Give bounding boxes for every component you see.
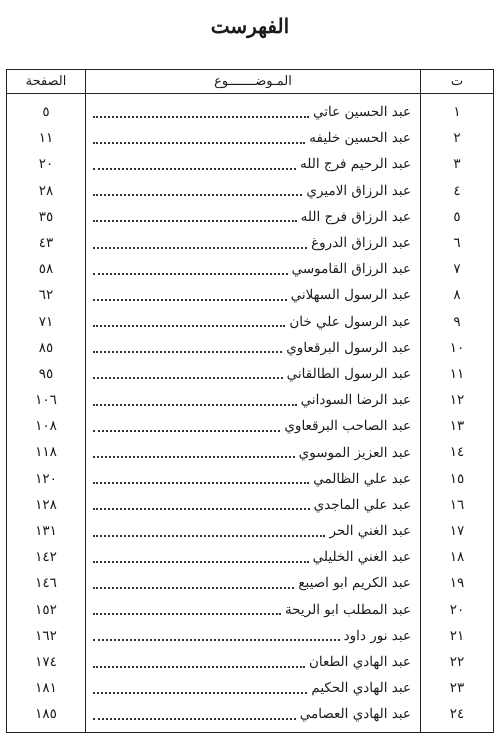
entry-page: ١٨١ [35, 680, 57, 697]
entry-page: ١٠٨ [35, 418, 57, 435]
leader-dots [93, 638, 340, 641]
index-entry [7, 387, 493, 413]
entry-name: عبد الهادي العصامي [299, 706, 411, 723]
page-title: الفهرست [210, 14, 290, 38]
entry-name: عبد الرسول علي خان [289, 313, 411, 330]
entry-number: ٢٢ [449, 653, 465, 670]
leader-dots [93, 193, 302, 196]
leader-dots [93, 534, 325, 537]
entry-topic [93, 413, 411, 439]
leader-dots [93, 167, 296, 170]
entry-number: ٢١ [449, 627, 465, 644]
entry-name: عبد الحسين خليفه [309, 130, 411, 147]
leader-dots [93, 376, 283, 379]
entry-topic [93, 335, 411, 361]
entry-page: ٣٥ [38, 208, 54, 225]
entry-number: ٢٣ [449, 680, 465, 697]
entry-name: عبد نور داود [343, 627, 411, 644]
header-divider [7, 93, 493, 94]
index-entry [7, 256, 493, 282]
entry-page: ٢٨ [38, 182, 54, 199]
entry-name: عبد الرزاق الاميري [306, 182, 411, 199]
leader-dots [93, 717, 296, 720]
entry-number: ١٠ [449, 339, 465, 356]
entry-topic [93, 492, 411, 518]
entry-page: ٩٥ [38, 365, 54, 382]
entry-number: ٣ [453, 156, 461, 173]
entry-page: ١٤٢ [35, 549, 57, 566]
index-entry [7, 439, 493, 465]
index-rows [7, 99, 493, 728]
entry-topic [93, 649, 411, 675]
entry-topic [93, 387, 411, 413]
entry-name: عبد الرضا السوداني [300, 392, 411, 409]
entry-name: عبد الهادي الحكيم [311, 680, 411, 697]
leader-dots [93, 115, 309, 118]
leader-dots [93, 350, 282, 353]
entry-name: عبد الصاحب البرقعاوي [284, 418, 411, 435]
entry-topic [93, 361, 411, 387]
leader-dots [93, 403, 297, 406]
entry-topic [93, 204, 411, 230]
index-entry [7, 623, 493, 649]
entry-page: ٥٨ [38, 261, 54, 278]
entry-number: ١ [453, 104, 461, 120]
entry-number: ٨ [453, 287, 461, 304]
entry-number: ٥ [453, 208, 461, 225]
entry-topic [93, 544, 411, 570]
index-entry [7, 309, 493, 335]
leader-dots [93, 691, 307, 694]
leader-dots [93, 507, 310, 510]
entry-name: عبد الحسين عاتي [313, 104, 411, 121]
entry-page: ٢٠ [38, 156, 54, 173]
entry-topic [93, 597, 411, 623]
index-entry [7, 178, 493, 204]
entry-topic [93, 99, 411, 125]
index-entry [7, 204, 493, 230]
header-number: ت [450, 74, 464, 89]
entry-name: عبد الرزاق الدروغ [311, 235, 411, 252]
index-entry [7, 125, 493, 151]
entry-name: عبد الغني الخليلي [312, 549, 411, 566]
entry-number: ١٥ [449, 470, 465, 487]
entry-page: ٥ [42, 104, 50, 120]
entry-number: ٢٤ [449, 706, 465, 723]
entry-topic [93, 151, 411, 177]
entry-topic [93, 178, 411, 204]
index-entry [7, 675, 493, 701]
entry-name: عبد الرحيم فرج الله [300, 156, 411, 173]
entry-topic [93, 623, 411, 649]
index-table [6, 69, 494, 733]
entry-page: ٦٢ [38, 287, 54, 304]
entry-topic [93, 701, 411, 727]
entry-name: عبد الرسول البرقعاوي [286, 339, 411, 356]
leader-dots [93, 324, 285, 327]
entry-name: عبد المطلب ابو الريحة [284, 601, 411, 618]
index-entry [7, 282, 493, 308]
entry-page: ٨٥ [38, 339, 54, 356]
entry-page: ١٥٢ [35, 601, 57, 618]
leader-dots [93, 481, 309, 484]
entry-number: ١٣ [449, 418, 465, 435]
entry-page: ١١ [38, 130, 54, 147]
entry-page: ٤٣ [38, 234, 54, 251]
entry-topic [93, 466, 411, 492]
entry-page: ١٦٢ [35, 627, 57, 644]
entry-number: ١٦ [449, 496, 465, 513]
index-entry [7, 649, 493, 675]
entry-page: ١٤٦ [35, 575, 57, 592]
index-entry [7, 99, 493, 125]
index-entry [7, 701, 493, 727]
entry-page: ١٢٨ [35, 496, 57, 513]
index-entry [7, 361, 493, 387]
leader-dots [93, 219, 297, 222]
entry-number: ١٩ [449, 575, 465, 592]
index-entry [7, 570, 493, 596]
leader-dots [93, 272, 288, 275]
header-page: الصفحة [25, 74, 67, 89]
entry-number: ٩ [453, 313, 461, 330]
entry-name: عبد الغني الحر [329, 523, 411, 540]
header-topic: المـوضـــــــوع [214, 74, 292, 89]
entry-name: عبد الكريم ابو اصيبع [298, 575, 411, 592]
leader-dots [93, 612, 281, 615]
index-entry [7, 151, 493, 177]
index-entry [7, 544, 493, 570]
index-entry [7, 335, 493, 361]
entry-page: ١٣١ [35, 523, 57, 539]
leader-dots [93, 429, 280, 432]
index-entry [7, 518, 493, 544]
entry-page: ١٨٥ [35, 706, 57, 723]
entry-number: ١٢ [449, 392, 465, 409]
entry-number: ١٤ [449, 444, 465, 461]
entry-topic [93, 256, 411, 282]
index-entry [7, 597, 493, 623]
entry-topic [93, 439, 411, 465]
index-entry [7, 466, 493, 492]
entry-name: عبد الرزاق القاموسي [291, 261, 411, 278]
entry-name: عبد الرزاق فرج الله [300, 208, 411, 225]
entry-page: ١٠٦ [35, 392, 57, 409]
entry-name: عبد علي الظالمي [313, 470, 411, 487]
leader-dots [93, 141, 305, 144]
entry-topic [93, 518, 411, 544]
leader-dots [93, 455, 295, 458]
index-entry [7, 492, 493, 518]
entry-page: ١١٨ [35, 444, 57, 461]
entry-topic [93, 675, 411, 701]
entry-name: عبد الرسول الطالقاني [286, 365, 411, 382]
entry-page: ١٢٠ [35, 470, 57, 487]
entry-number: ٢٠ [449, 601, 465, 618]
entry-name: عبد علي الماجدي [313, 496, 411, 513]
entry-topic [93, 309, 411, 335]
leader-dots [93, 560, 309, 563]
entry-number: ٤ [453, 182, 461, 199]
entry-topic [93, 570, 411, 596]
index-entry [7, 413, 493, 439]
entry-name: عبد الرسول السهلاني [290, 287, 411, 304]
leader-dots [93, 298, 287, 301]
entry-page: ٧١ [38, 313, 54, 330]
entry-topic [93, 125, 411, 151]
leader-dots [93, 665, 305, 668]
entry-number: ٢ [453, 130, 461, 147]
entry-name: عبد الهادي الطعان [308, 654, 411, 671]
leader-dots [93, 586, 294, 589]
entry-topic [93, 230, 411, 256]
entry-name: عبد العزيز الموسوي [298, 444, 411, 461]
entry-number: ١١ [449, 365, 465, 382]
entry-number: ١٨ [449, 549, 465, 566]
leader-dots [93, 246, 307, 249]
entry-number: ٦ [453, 234, 461, 251]
entry-number: ٧ [453, 261, 461, 278]
entry-topic [93, 282, 411, 308]
entry-page: ١٧٤ [35, 653, 57, 670]
index-entry [7, 230, 493, 256]
entry-number: ١٧ [449, 523, 465, 539]
